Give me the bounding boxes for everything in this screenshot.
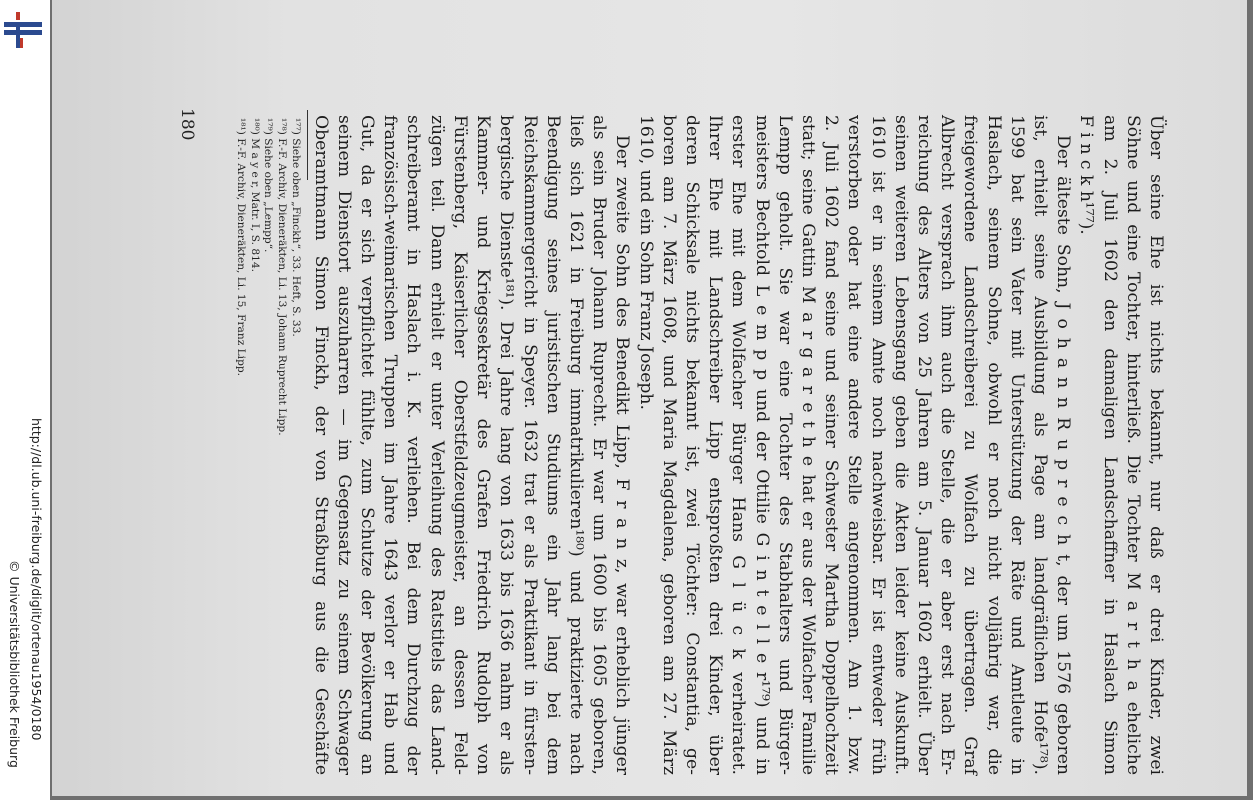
text-line: 1599 bat sein Vater mit Unterstützung der Räte und Amtleute in	[1006, 115, 1027, 775]
text-line: als sein Bruder Johann Ruprecht. Er war um 1600 bis 1605 geboren,	[589, 115, 610, 775]
footnote: ¹⁷⁹) Siehe oben „Lempp“.	[262, 118, 275, 253]
footnote-divider	[307, 110, 308, 180]
text-line: seinem Dienstort auszuharren — im Gegensatz zu seinem Schwager	[333, 115, 354, 775]
text-line: seinen weiteren Lebensgang geben die Akten leider keine Auskunft.	[890, 115, 911, 775]
text-line: Der älteste Sohn, J o h a n n R u p r e c h t, der um 1576 geboren	[1053, 135, 1074, 775]
text-line: freigewordene Landschreiberei zu Wolfach zu übertragen. Graf	[960, 115, 981, 775]
text-line: Beendigung seines juristischen Studiums ein Jahr lang bei dem	[542, 115, 563, 775]
text-line: meisters Bechtold L e m p p und der Ottilie G i n t e l l e r¹⁷⁹) und in	[751, 115, 772, 775]
text-line: Über seine Ehe ist nichts bekannt, nur daß er drei Kinder, zwei	[1146, 115, 1166, 775]
text-line: 1610, und ein Sohn Franz Joseph.	[635, 115, 656, 410]
text-line: am 2. Juli 1602 den damaligen Landschaffner in Haslach Simon	[1099, 115, 1120, 775]
text-line: bergische Dienste¹⁸¹). Drei Jahre lang von 1633 bis 1636 nahm er als	[496, 115, 517, 775]
text-line: erster Ehe mit dem Wolfacher Bürger Hans G l ü c k verheiratet.	[728, 115, 749, 775]
footnote: ¹⁷⁷) Siehe oben „Finckh“, 33. Heft, S. 33.	[290, 118, 302, 337]
copyright-notice: © Universitätsbibliothek Freiburg	[7, 560, 22, 768]
text-line: deren Schicksale nichts bekannt ist, zwei Töchter: Constantia, ge-	[681, 115, 702, 775]
footnote: ¹⁸¹) F.-F. Archiv, Dieneräkten, Li. 15, Franz Lipp.	[234, 118, 247, 376]
scanned-page	[52, 0, 1247, 796]
body-text	[308, 115, 1167, 775]
text-line: statt; seine Gattin M a r g a r e t h e hat er aus der Wolfacher Familie	[797, 115, 818, 775]
footnote: ¹⁷⁸) F.-F. Archiv, Dieneräkten, Li. 13, Johann Ruprecht Lipp.	[276, 118, 289, 436]
footnotes	[233, 118, 302, 436]
text-line: Kammer- und Kriegssekretär des Grafen Friedrich Rudolph von	[473, 115, 494, 775]
text-line: Reichskammergericht in Speyer. 1632 trat er als Praktikant in fürsten-	[519, 115, 540, 775]
text-line: Söhne und eine Tochter, hinterließ. Die Tochter M a r t h a eheliche	[1122, 115, 1143, 775]
viewer-sidebar	[0, 0, 50, 800]
text-line: 1610 ist er in seinem Amte noch nachweisbar. Er ist entweder früh	[867, 115, 888, 775]
text-line: französisch-weimarischen Truppen im Jahre 1643 verlor er Hab und	[380, 115, 401, 775]
page-surface	[52, 0, 1247, 796]
text-line: Haslach, seinem Sohne, obwohl er noch nicht volljährig war, die	[983, 115, 1004, 775]
text-line: reichung des Alters von 25 Jahren am 5. Januar 1602 erhielt. Über	[913, 115, 934, 775]
text-line: boren am 7. März 1608, und Maria Magdalena, geboren am 27. März	[658, 115, 679, 775]
text-line: Gut, da er sich verpflichtet fühlte, zum Schutze der Bevölkerung an	[357, 115, 378, 775]
text-line: ließ sich 1621 in Freiburg immatrikulieren¹⁸⁰) und praktizierte nach	[565, 115, 586, 775]
text-line: Albrecht versprach ihm auch die Stelle, die er aber erst nach Er-	[937, 115, 958, 775]
text-line: zügen teil. Dann erhielt er unter Verleihung des Ratstitels das Land-	[426, 115, 447, 775]
text-line: Fürstenberg, Kaiserlicher Oberstfeldzeugmeister, an dessen Feld-	[449, 115, 470, 775]
footnote: ¹⁸⁰) M a y e r, Matr. I, S. 814.	[248, 118, 261, 272]
text-line: verstorben oder hat eine andere Stelle angenommen. Am 1. bzw.	[844, 115, 865, 775]
page-number: 180	[177, 108, 197, 141]
text-line: ist, erhielt seine Ausbildung als Page am landgräflichen Hofe¹⁷⁸).	[1029, 115, 1050, 775]
source-credit	[0, 0, 50, 800]
text-line: Ihrer Ehe mit Landschreiber Lipp entsproßten drei Kinder, über	[705, 115, 726, 775]
text-line: Der zweite Sohn des Benedikt Lipp, F r a n z, war erheblich jünger	[612, 135, 633, 775]
source-url[interactable]: http://dl.ub.uni-freiburg.de/diglit/ortenau1954/0180	[29, 418, 44, 741]
text-line: schreiberamt in Haslach i. K. verliehen. Bei dem Durchzug der	[403, 115, 424, 775]
text-line: Lempp geholt. Sie war eine Tochter des Stabhalters und Bürger-	[774, 115, 795, 775]
text-line: Oberamtmann Simon Finckh, der von Straßburg aus die Geschäfte	[310, 115, 331, 775]
text-line: 2. Juli 1602 fand seine und seiner Schwester Martha Doppelhochzeit	[821, 115, 842, 775]
text-line: F i n c k h¹⁷⁷).	[1076, 115, 1097, 235]
